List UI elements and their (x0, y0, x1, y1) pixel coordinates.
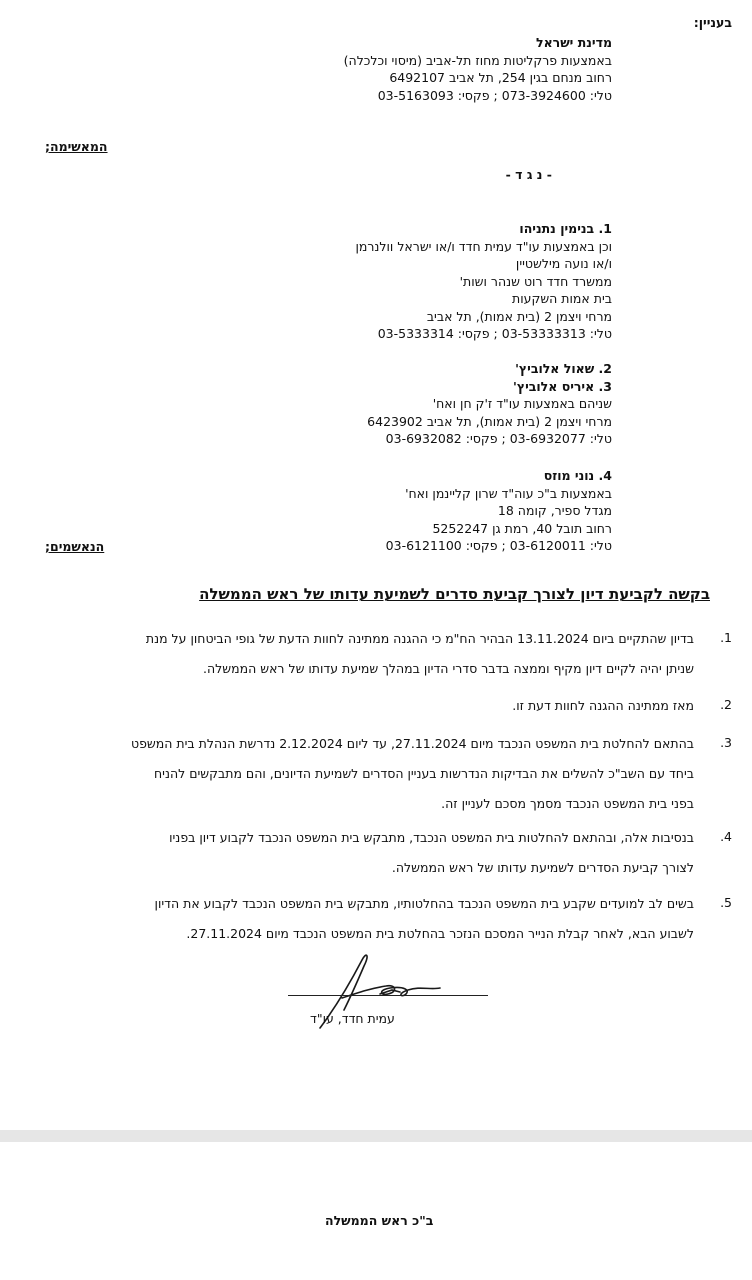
defendant-line: וכן באמצעות עו"ד עמית חדד ו/או ישראל וולנרמן (355, 238, 612, 254)
defendant-3-name: 3. איריס אלוביץ' (513, 378, 612, 394)
prosecution-block (344, 34, 612, 104)
request-title: בקשה לקביעת דיון לצורך קביעת סדרים לשמיעת עדותו של ראש הממשלה (199, 585, 710, 603)
defendant-line: טלי: 03-6932077 ; פקסי: 03-6932082 (385, 431, 612, 446)
paragraph-number: 2. (720, 697, 732, 712)
paragraph-number: 1. (720, 630, 732, 645)
defendant-line: מגדל ספיר, קומה 18 (497, 503, 612, 518)
defendant-4-name: 4. נוני מוזס (543, 468, 612, 483)
prosecution-line: רחוב מנחם בגין 254, תל אביב 6492107 (389, 70, 612, 85)
prosecution-line: באמצעות פרקליטות מחוז תל-אביב (מיסוי וכלכלה) (343, 52, 612, 68)
paragraph-3 (32, 729, 732, 819)
defendant-1-name: 1. בנימין נתניהו (519, 221, 612, 236)
paragraph-2 (32, 691, 732, 721)
paragraph-5 (32, 889, 732, 949)
defendant-line: ו/או נועה מילשטיין (515, 256, 612, 271)
paragraph-line: בהתאם להחלטת בית המשפט הנכבד מיום 27.11.2024, עד ליום 2.12.2024 נדרשת הנהלת בית המשפט (131, 736, 694, 751)
paragraph-line: בנסיבות אלה, ובהתאם להחלטות בית המשפט הנכבד, מתבקש בית המשפט הנכבד לקבוע דיון בפניו (169, 830, 694, 845)
paragraph-line: שניתן יהיה לקיים דיון מקיף וממצה בדבר סדרי הדיון במהלך שמיעת עדותו של ראש הממשלה. (203, 661, 694, 676)
defendant-line: שניהם באמצעות עו"ד ז'ק חן ואח' (432, 396, 612, 411)
paragraph-number: 3. (720, 735, 732, 750)
prosecution-name: מדינת ישראל (536, 35, 612, 50)
paragraph-line: מאז ממתינה ההגנה לחוות דעת זו. (512, 698, 694, 713)
defendant-line: בית אמות השקעות (512, 291, 612, 306)
prosecution-role: המאשימה; (45, 139, 108, 154)
defendant-line: מרחי ויצמן 2 (בית אמות), תל אביב 6423902 (367, 413, 612, 429)
defendant-2-name: 2. שאול אלוביץ' (515, 361, 612, 376)
signature-line (288, 995, 488, 996)
paragraph-1 (32, 624, 732, 684)
defendant-line: טלי: 03-6120011 ; פקסי: 03-6121100 (385, 538, 612, 553)
paragraph-line: בדיון שהתקיים ביום 13.11.2024 הבהיר הח"מ כי ההגנה ממתינה לחוות הדעת של גופי הביטחון על מנת (145, 631, 694, 646)
document-page-2 (0, 1142, 752, 1280)
paragraph-line: לצורך קביעת הסדרים לשמיעת עדותו של ראש הממשלה. (391, 860, 694, 875)
prosecution-line: טלי: 073-3924600 ; פקסי: 03-5163093 (377, 87, 612, 103)
paragraph-line: ביחד עם השב"כ להשלים את הבדיקות הנדרשות בעניין הסדרים לשמיעת הדיונים, והם מתבקשים להניח (153, 766, 694, 781)
versus-label: - נ ג ד - (505, 167, 552, 182)
signature-name: עמית חדד, עו"ד (310, 1011, 395, 1026)
regarding-label: בעניין: (693, 15, 732, 30)
footer-signatory: ב"כ ראש הממשלה (325, 1213, 434, 1228)
defendants-role: הנאשמים; (45, 539, 105, 554)
paragraph-number: 4. (720, 829, 732, 844)
defendant-line: טלי: 03-53333313 ; פקסי: 03-5333314 (377, 326, 612, 341)
paragraph-line: בפני בית המשפט הנכבד מסמך מסכם לעניין זה. (441, 796, 694, 811)
page-divider (0, 1130, 752, 1142)
paragraph-line: לשבוע הבא, לאחר קבלת הנייר המסכם הנזכר בהחלטת בית המשפט הנכבד מיום 27.11.2024. (186, 926, 694, 941)
defendant-1-block (355, 220, 612, 343)
defendant-line: באמצעות ב"כ עוה"ד שרון קליינמן ואח' (405, 485, 612, 501)
defendant-line: ממשרד חדד רוט שנהר ושות' (459, 273, 612, 289)
defendant-2-3-block (367, 360, 612, 448)
paragraph-4 (32, 823, 732, 883)
paragraph-number: 5. (720, 895, 732, 910)
defendant-line: רחוב תובל 40, רמת גן 5252247 (432, 520, 612, 536)
paragraph-line: בשים לב למועדים שקבע בית המשפט הנכבד בהחלטותיו, מתבקש בית המשפט הנכבד לקבוע את הדיון (154, 896, 694, 911)
defendant-4-block (386, 467, 612, 555)
defendant-line: מרחי ויצמן 2 (בית אמות), תל אביב (426, 308, 612, 324)
